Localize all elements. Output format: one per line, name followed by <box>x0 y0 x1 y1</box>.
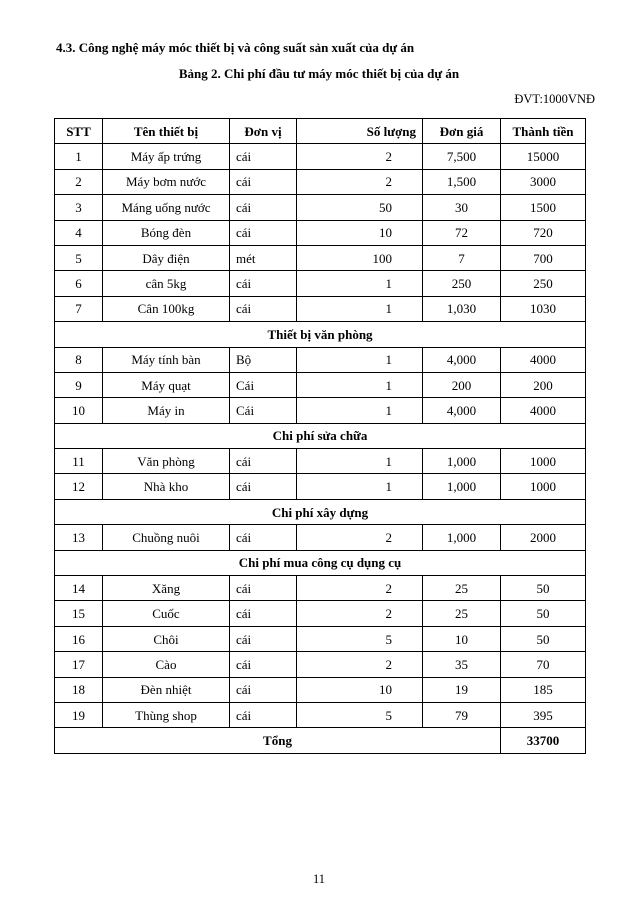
cell-stt: 9 <box>55 372 103 397</box>
section-title: Chi phí mua công cụ dụng cụ <box>55 550 586 575</box>
cell-name: Máng uống nước <box>103 195 230 220</box>
section-heading: 4.3. Công nghệ máy móc thiết bị và công suất sản xuất của dự án <box>56 40 415 55</box>
table-row <box>55 372 586 397</box>
cell-price: 10 <box>423 626 501 651</box>
cell-quantity: 1 <box>297 296 423 321</box>
cell-quantity: 1 <box>297 372 423 397</box>
cell-unit: cái <box>230 195 297 220</box>
currency-unit: ĐVT:1000VNĐ <box>514 92 595 106</box>
cell-stt: 4 <box>55 220 103 245</box>
cell-unit: cái <box>230 296 297 321</box>
cell-name: Dây điện <box>103 245 230 270</box>
cell-stt: 8 <box>55 347 103 372</box>
section-title: Chi phí sửa chữa <box>55 423 586 448</box>
cell-name: Văn phòng <box>103 449 230 474</box>
cell-quantity: 2 <box>297 144 423 169</box>
cell-name: Cào <box>103 652 230 677</box>
table-row <box>55 576 586 601</box>
cell-price: 1,030 <box>423 296 501 321</box>
cell-price: 1,000 <box>423 525 501 550</box>
cell-stt: 7 <box>55 296 103 321</box>
cell-price: 7 <box>423 245 501 270</box>
cell-name: cân 5kg <box>103 271 230 296</box>
table-row <box>55 702 586 727</box>
cell-stt: 19 <box>55 702 103 727</box>
cell-unit: Cái <box>230 372 297 397</box>
cell-price: 200 <box>423 372 501 397</box>
section-row <box>55 499 586 524</box>
cell-unit: cái <box>230 626 297 651</box>
cell-unit: cái <box>230 169 297 194</box>
cell-price: 7,500 <box>423 144 501 169</box>
cell-price: 35 <box>423 652 501 677</box>
table-row <box>55 296 586 321</box>
header-amount: Thành tiền <box>501 119 586 144</box>
cell-amount: 1000 <box>501 449 586 474</box>
table-row <box>55 449 586 474</box>
cell-price: 4,000 <box>423 347 501 372</box>
cell-price: 25 <box>423 576 501 601</box>
cell-quantity: 1 <box>297 449 423 474</box>
cell-name: Máy tính bàn <box>103 347 230 372</box>
section-row <box>55 423 586 448</box>
table-row <box>55 652 586 677</box>
cell-name: Máy bơm nước <box>103 169 230 194</box>
table-row <box>55 195 586 220</box>
cell-amount: 185 <box>501 677 586 702</box>
table-caption: Bảng 2. Chi phí đầu tư máy móc thiết bị của dự án <box>178 66 460 81</box>
table-row <box>55 220 586 245</box>
cell-quantity: 2 <box>297 169 423 194</box>
cell-amount: 70 <box>501 652 586 677</box>
cell-name: Thùng shop <box>103 702 230 727</box>
cell-price: 72 <box>423 220 501 245</box>
cell-unit: cái <box>230 652 297 677</box>
cell-stt: 15 <box>55 601 103 626</box>
cell-amount: 1000 <box>501 474 586 499</box>
cell-stt: 11 <box>55 449 103 474</box>
cell-stt: 6 <box>55 271 103 296</box>
cell-unit: cái <box>230 474 297 499</box>
cell-quantity: 5 <box>297 626 423 651</box>
cell-price: 1,000 <box>423 449 501 474</box>
table-row <box>55 474 586 499</box>
cell-name: Xăng <box>103 576 230 601</box>
cell-amount: 2000 <box>501 525 586 550</box>
cell-stt: 17 <box>55 652 103 677</box>
table-body <box>55 144 586 728</box>
section-title: Thiết bị văn phòng <box>55 322 586 347</box>
cell-amount: 1500 <box>501 195 586 220</box>
cell-price: 25 <box>423 601 501 626</box>
cell-quantity: 1 <box>297 398 423 423</box>
cell-price: 79 <box>423 702 501 727</box>
cell-name: Chôi <box>103 626 230 651</box>
cell-unit: cái <box>230 144 297 169</box>
cell-unit: cái <box>230 525 297 550</box>
cell-amount: 395 <box>501 702 586 727</box>
cell-quantity: 100 <box>297 245 423 270</box>
cell-price: 30 <box>423 195 501 220</box>
header-stt: STT <box>55 119 103 144</box>
cell-amount: 50 <box>501 626 586 651</box>
cell-unit: cái <box>230 677 297 702</box>
cell-price: 1,000 <box>423 474 501 499</box>
table-row <box>55 169 586 194</box>
table-row <box>55 626 586 651</box>
section-title: Chi phí xây dựng <box>55 499 586 524</box>
table-row <box>55 144 586 169</box>
table-header-row <box>55 119 586 144</box>
table-row <box>55 347 586 372</box>
cell-stt: 14 <box>55 576 103 601</box>
total-label: Tổng <box>55 728 501 753</box>
cell-stt: 2 <box>55 169 103 194</box>
cell-unit: cái <box>230 601 297 626</box>
header-quantity: Số lượng <box>297 119 423 144</box>
header-price: Đơn giá <box>423 119 501 144</box>
cell-unit: cái <box>230 702 297 727</box>
cell-unit: cái <box>230 220 297 245</box>
cell-stt: 13 <box>55 525 103 550</box>
header-unit: Đơn vị <box>230 119 297 144</box>
cell-unit: Cái <box>230 398 297 423</box>
cell-name: Chuồng nuôi <box>103 525 230 550</box>
cell-name: Đèn nhiệt <box>103 677 230 702</box>
equipment-cost-table <box>54 118 586 754</box>
cell-name: Cân 100kg <box>103 296 230 321</box>
cell-unit: cái <box>230 576 297 601</box>
cell-quantity: 2 <box>297 525 423 550</box>
cell-price: 250 <box>423 271 501 296</box>
cell-stt: 5 <box>55 245 103 270</box>
table-row <box>55 245 586 270</box>
cell-amount: 15000 <box>501 144 586 169</box>
cell-quantity: 50 <box>297 195 423 220</box>
total-value: 33700 <box>501 728 586 753</box>
cell-name: Bóng đèn <box>103 220 230 245</box>
cell-name: Nhà kho <box>103 474 230 499</box>
cell-quantity: 5 <box>297 702 423 727</box>
cell-quantity: 1 <box>297 347 423 372</box>
table-row <box>55 398 586 423</box>
section-row <box>55 322 586 347</box>
cell-name: Máy quạt <box>103 372 230 397</box>
table-row <box>55 601 586 626</box>
cell-quantity: 2 <box>297 652 423 677</box>
cell-stt: 3 <box>55 195 103 220</box>
cell-price: 1,500 <box>423 169 501 194</box>
table-row <box>55 525 586 550</box>
cell-name: Máy ấp trứng <box>103 144 230 169</box>
page-number: 11 <box>312 872 326 886</box>
cell-price: 4,000 <box>423 398 501 423</box>
cell-stt: 18 <box>55 677 103 702</box>
cell-amount: 3000 <box>501 169 586 194</box>
cell-amount: 720 <box>501 220 586 245</box>
cell-quantity: 2 <box>297 601 423 626</box>
cell-name: Cuốc <box>103 601 230 626</box>
cell-unit: mét <box>230 245 297 270</box>
cell-amount: 50 <box>501 601 586 626</box>
header-name: Tên thiết bị <box>103 119 230 144</box>
cell-amount: 4000 <box>501 398 586 423</box>
cell-quantity: 2 <box>297 576 423 601</box>
cell-unit: cái <box>230 271 297 296</box>
cell-quantity: 10 <box>297 220 423 245</box>
cell-stt: 10 <box>55 398 103 423</box>
cell-unit: cái <box>230 449 297 474</box>
cell-amount: 50 <box>501 576 586 601</box>
cell-amount: 700 <box>501 245 586 270</box>
cell-quantity: 1 <box>297 271 423 296</box>
cell-unit: Bộ <box>230 347 297 372</box>
cell-price: 19 <box>423 677 501 702</box>
table-row <box>55 271 586 296</box>
section-row <box>55 550 586 575</box>
cell-stt: 12 <box>55 474 103 499</box>
cell-amount: 250 <box>501 271 586 296</box>
table-row <box>55 677 586 702</box>
cell-quantity: 1 <box>297 474 423 499</box>
cell-name: Máy in <box>103 398 230 423</box>
cell-amount: 4000 <box>501 347 586 372</box>
cell-stt: 1 <box>55 144 103 169</box>
cell-stt: 16 <box>55 626 103 651</box>
cell-amount: 200 <box>501 372 586 397</box>
cell-quantity: 10 <box>297 677 423 702</box>
cell-amount: 1030 <box>501 296 586 321</box>
total-row <box>55 728 586 753</box>
